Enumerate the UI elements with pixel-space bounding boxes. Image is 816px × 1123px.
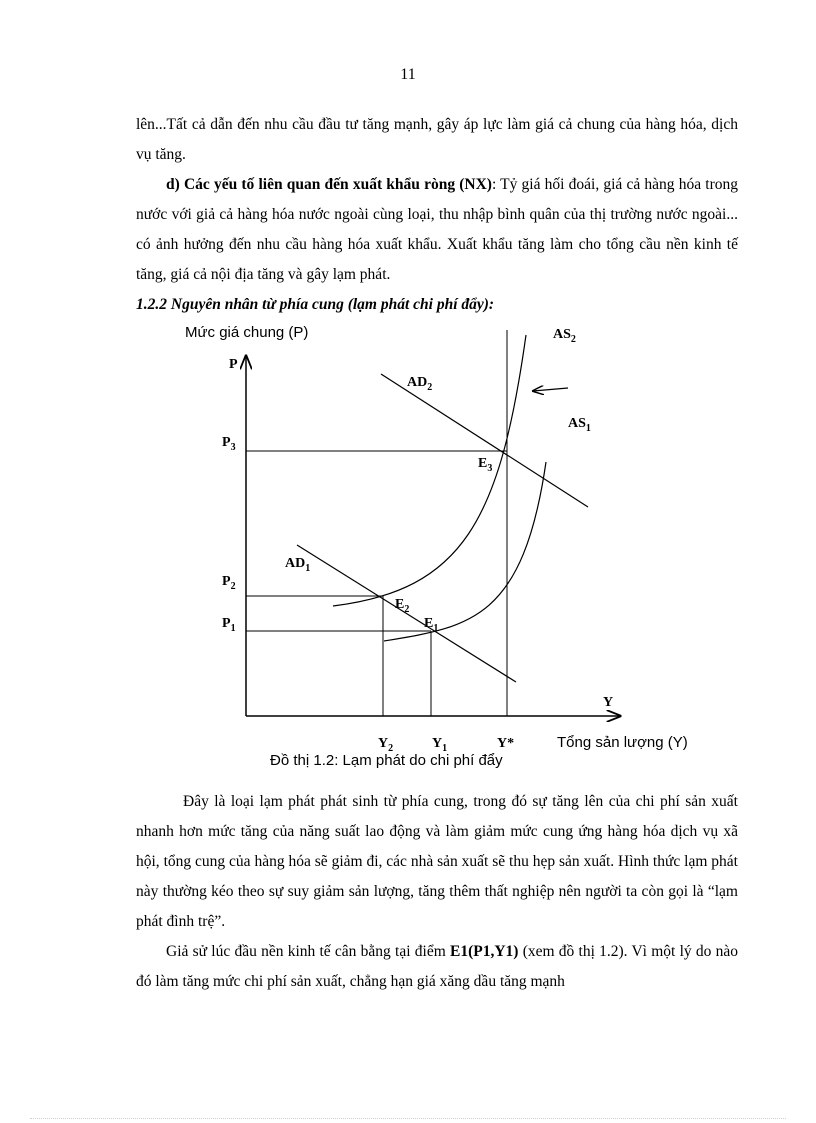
- label-as1-sub: 1: [585, 423, 591, 434]
- tick-p3-main: P: [222, 435, 231, 450]
- x-axis-letter: Y: [603, 695, 614, 710]
- label-e1-main: E: [424, 616, 434, 631]
- label-ad2-main: AD: [407, 375, 428, 390]
- tick-p3-sub: 3: [230, 442, 236, 453]
- tick-p2-main: P: [222, 574, 231, 589]
- label-e3-main: E: [478, 456, 488, 471]
- label-ad2-sub: 2: [427, 382, 433, 393]
- tick-ystar-main: Y*: [497, 736, 515, 751]
- label-e2: [395, 597, 409, 615]
- curve-ad2: [381, 374, 588, 507]
- chart-x-axis-title: Tổng sản lượng (Y): [557, 734, 688, 751]
- label-ad1-main: AD: [285, 556, 306, 571]
- y-axis-letter: P: [229, 357, 238, 372]
- label-e1-sub: 1: [433, 623, 439, 634]
- paragraph-4-point: E1(P1,Y1): [450, 943, 519, 960]
- paragraph-4: [136, 937, 738, 997]
- paragraph-2-label: d) Các yếu tố liên quan đến xuất khẩu ròng (NX): [166, 176, 492, 193]
- tick-y1-main: Y: [432, 736, 443, 751]
- curve-as2: [333, 335, 526, 606]
- label-as2-sub: 2: [570, 334, 576, 345]
- tick-p2-sub: 2: [230, 581, 236, 592]
- label-ad1: [285, 556, 310, 574]
- label-as2-main: AS: [553, 327, 571, 342]
- section-heading: 1.2.2 Nguyên nhân từ phía cung (lạm phát chi phí đẩy):: [136, 296, 495, 313]
- chart-y-axis-title: Mức giá chung (P): [185, 324, 309, 341]
- tick-p1: [222, 616, 236, 634]
- shift-arrow: [533, 388, 568, 391]
- paragraph-4-after: (xem đồ thị 1.2). Vì một lý do nào đó làm tăng mức chi phí sản xuất, chẳng hạn giá xăng dầu tăng mạnh: [136, 943, 738, 990]
- label-e2-main: E: [395, 597, 405, 612]
- label-as2: [553, 327, 576, 345]
- label-as1: [568, 416, 591, 434]
- paragraph-4-before: Giả sử lúc đầu nền kinh tế cân bằng tại điểm: [166, 943, 450, 960]
- label-ad1-sub: 1: [305, 563, 311, 574]
- tick-p1-sub: 1: [230, 623, 236, 634]
- label-e3: [478, 456, 492, 474]
- tick-p1-main: P: [222, 616, 231, 631]
- paragraph-3: [136, 787, 738, 937]
- paragraph-1: lên...Tất cả dẫn đến nhu cầu đầu tư tăng mạnh, gây áp lực làm giá cả chung của hàng hóa, dịch vụ tăng.: [136, 116, 738, 163]
- tick-y2-sub: 2: [388, 743, 394, 754]
- footer-rule: [30, 1118, 786, 1119]
- chart-caption: Đồ thị 1.2: Lạm phát do chi phí đẩy: [270, 752, 503, 769]
- paragraph-3-text: Đây là loại lạm phát phát sinh từ phía cung, trong đó sự tăng lên của chi phí sản xuất nhanh hơn mức tăng của năng suất lao động và làm giảm mức cung ứng hàng hóa dịch vụ xã hội, tổng cung của hàng hóa sẽ giảm đi, các nhà sản xuất sẽ thu hẹp sản xuất. Hình thức lạm phát này thường kéo theo sự suy giảm sản lượng, tăng thêm thất nghiệp nên người ta còn gọi là “lạm phát đình trệ”.: [136, 793, 738, 930]
- tick-y1-sub: 1: [442, 743, 448, 754]
- tick-ystar: [497, 736, 514, 751]
- tick-y2-main: Y: [378, 736, 389, 751]
- label-e2-sub: 2: [404, 604, 410, 615]
- page-number: 11: [400, 66, 416, 83]
- tick-p2: [222, 574, 236, 592]
- label-as1-main: AS: [568, 416, 586, 431]
- label-ad2: [407, 375, 432, 393]
- label-e3-sub: 3: [487, 463, 493, 474]
- tick-p3: [222, 435, 236, 453]
- paragraph-2-text: : Tỷ giá hối đoái, giá cả hàng hóa trong nước với giả cả hàng hóa nước ngoài cùng loại, thu nhập bình quân của thị trường nước ngoài... có ảnh hưởng đến nhu cầu hàng hóa xuất khẩu. Xuất khẩu tăng làm cho tổng cầu nền kinh tế tăng, giá cả nội địa tăng và gây lạm phát.: [136, 176, 738, 283]
